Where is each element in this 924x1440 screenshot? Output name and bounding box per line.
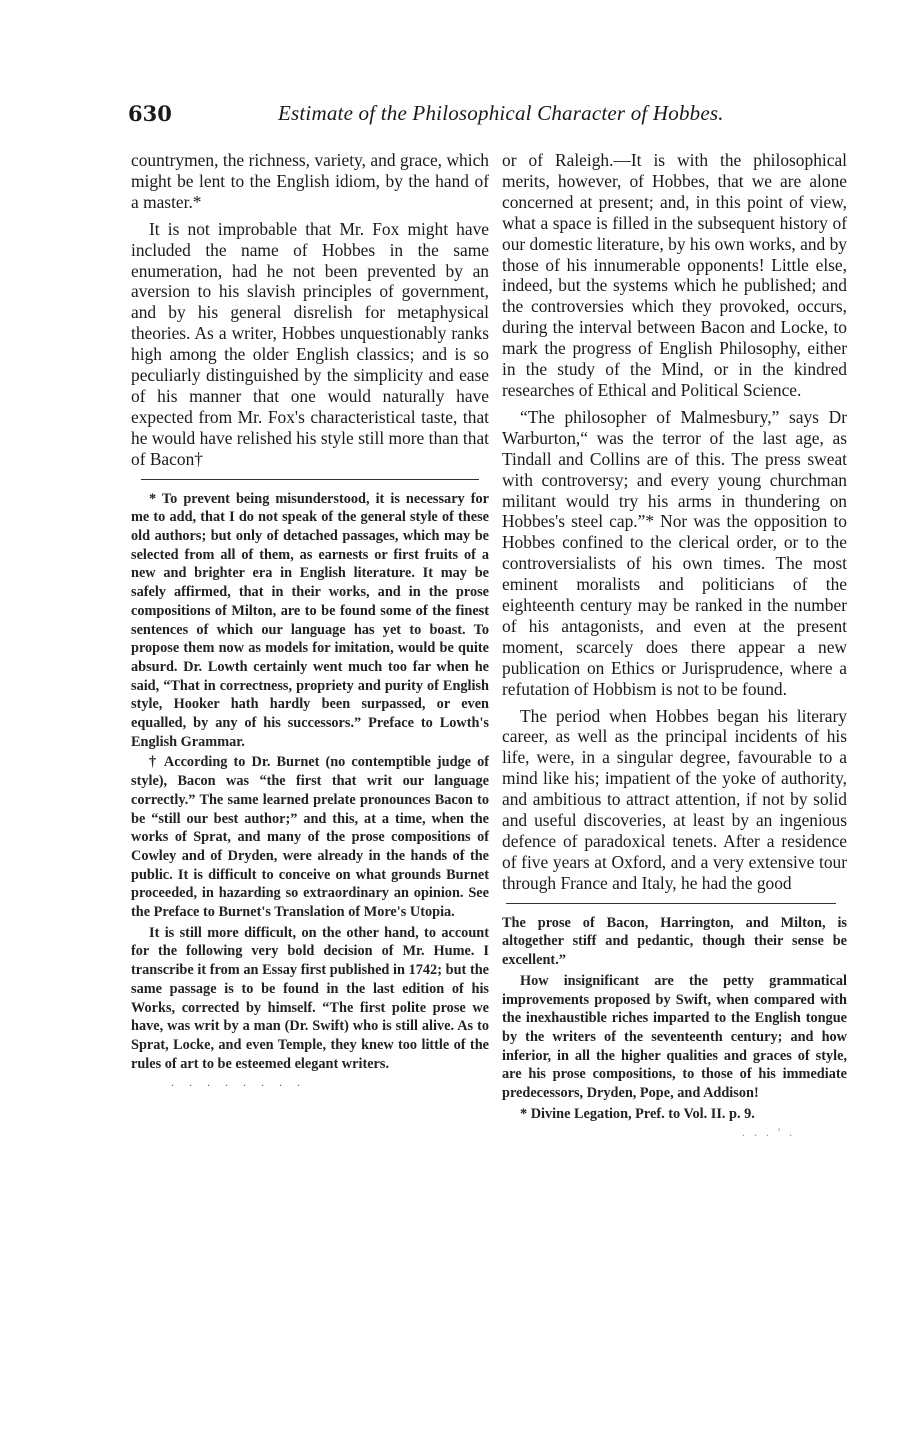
right-paragraph-3: The period when Hobbes began his literary career, as well as the principal incidents of his life, were, in a singular degree, favourable to a mind like his; impatient of the yoke of authority, and ambitious to attract attention, if not by solid and useful discoveries, at least by an ingenious defence of paradoxical tenets. After a residence of five years at Oxford, and a very extensive tour through France and Italy, he had the good (502, 705, 847, 893)
page-number: 630 (128, 101, 172, 126)
running-title: Estimate of the Philosophical Character of Hobbes. (278, 101, 724, 125)
footnote-continuation: The prose of Bacon, Harrington, and Milton, is altogether stiff and pedantic, though their sense be excellent.” (502, 914, 847, 969)
left-column (131, 150, 489, 1090)
left-paragraph-1: countrymen, the richness, variety, and grace, which might be lent to the English idiom, by the hand of a master.* (131, 150, 489, 212)
footnote-4: How insignificant are the petty grammatical improvements proposed by Swift, when compared with the inexhaustible riches imparted to the English tongue by the writers of the seventeenth century; and how inferior, in all the higher qualities and graces of style, are his prose compositions, to those of his immediate predecessors, Dryden, Pope, and Addison! (502, 972, 847, 1102)
footnote-3: It is still more difficult, on the other hand, to account for the following very bold decision of Mr. Hume. I transcribe it from an Essay first published in 1742; but the same passage is to be found in the last edition of his Works, corrected by himself. “The first polite prose we have, was writ by a man (Dr. Swift) who is still alive. As to Sprat, Locke, and even Temple, they knew too little of the rules of art to be esteemed elegant writers. (131, 924, 489, 1072)
footnote-5: * Divine Legation, Pref. to Vol. II. p. 9. (520, 1105, 755, 1122)
footnote-divider-right (506, 903, 836, 904)
footnote-2: † According to Dr. Burnet (no contemptible judge of style), Bacon was “the first that writ our language correctly.” The same learned prelate pronounces Bacon to be “still our best author;” and this, at a time, when the works of Sprat, and many of the prose compositions of Cowley and of Dryden, were already in the hands of the public. It is difficult to conceive on what grounds Burnet proceeded, in hazarding so extraordinary an opinion. See the Preface to Burnet's Translation of More's Utopia. (131, 754, 489, 921)
right-column (502, 150, 847, 1140)
footnote-1: * To prevent being misunderstood, it is necessary for me to add, that I do not speak of the general style of these old authors; but only of detached passages, which may be selected from all of them, as earnests or first fruits of a new and brighter era in English literature. It may be safely affirmed, that in their works, and in the prose compositions of Milton, are to be found some of the finest sentences of which our language has yet to boast. To propose them now as models for imitation, would be quite absurd. Dr. Lowth certainly went much too far when he said, “That in correctness, propriety and purity of English style, Hooker hath hardly been surpassed, or even equalled, by any of his successors.” Preface to Lowth's English Grammar. (131, 490, 489, 750)
signature-marks-right: . . . ' . (742, 1125, 796, 1140)
signature-marks: . . . . . . . . (171, 1075, 306, 1090)
footnote-divider (141, 479, 479, 480)
right-paragraph-1: or of Raleigh.—It is with the philosophical merits, however, of Hobbes, that we are alone concerned at present; and, in this point of view, what a space is filled in the subsequent history of our domestic literature, by his own works, and by those of his innumerable opponents! Little else, indeed, but the systems which he published; and the controversies which they provoked, occurs, during the interval between Bacon and Locke, to mark the progress of English Philosophy, either in the study of the Mind, or in the kindred researches of Ethical and Political Science. (502, 150, 847, 400)
right-paragraph-2: “The philosopher of Malmesbury,” says Dr Warburton,“ was the terror of the last age, as Tindall and Collins are of this. The press sweat with controversy; and every young churchman militant would try his arms in thundering on Hobbes's steel cap.”* Nor was the opposition to Hobbes confined to the clerical order, or to the controversialists of his own times. The most eminent moralists and politicians of the eighteenth century may be ranked in the number of his antagonists, and even at the present moment, scarcely does there appear a new publication on Ethics or Jurisprudence, where a refutation of Hobbism is not to be found. (502, 406, 847, 699)
page-header (128, 101, 838, 135)
left-paragraph-2: It is not improbable that Mr. Fox might have included the name of Hobbes in the same enumeration, had he not been prevented by an aversion to his slavish principles of government, and by his general disrelish for metaphysical theories. As a writer, Hobbes unquestionably ranks high among the older English classics; and is so peculiarly distinguished by the simplicity and ease of his manner that one would naturally have expected from Mr. Fox's characteristical taste, that he would have relished his style still more than that of Bacon† (131, 218, 489, 469)
